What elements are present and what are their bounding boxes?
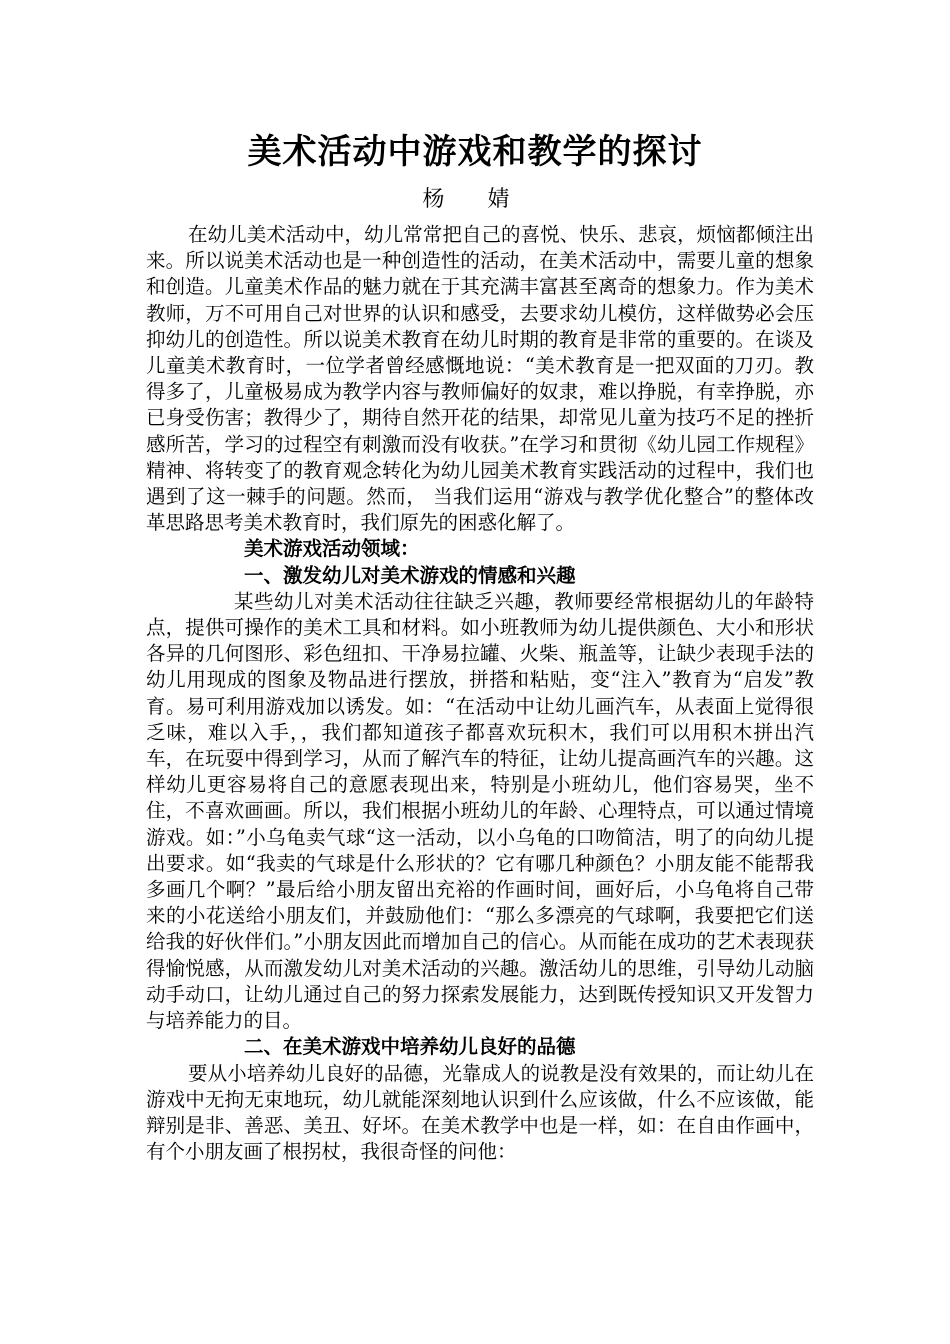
author-name: 杨 婧	[422, 187, 528, 212]
section-heading-2: 二、在美术游戏中培养幼儿良好的品德	[244, 1035, 576, 1059]
document-body	[146, 222, 814, 1165]
page-title: 美术活动中游戏和教学的探讨	[247, 132, 703, 172]
section-1-paragraph: 某些幼儿对美术活动往往缺乏兴趣，教师要经常根据幼儿的年龄特点，提供可操作的美术工具和材料。如小班教师为幼儿提供颜色、大小和形状各异的几何图形、彩色纽扣、干净易拉罐、火柴、瓶盖等，让缺少表现手法的幼儿用现成的图象及物品进行摆放，拼搭和粘贴，变“注入”教育为“启发”教育。易可利用游戏加以诱发。如：“在活动中让幼儿画汽车，从表面上觉得很乏味，难以入手，，我们都知道孩子都喜欢玩积木，我们可以用积木拼出汽车，在玩耍中得到学习，从而了解汽车的特征，让幼儿提高画汽车的兴趣。这样幼儿更容易将自己的意愿表现出来，特别是小班幼儿，他们容易哭，坐不住，不喜欢画画。所以，我们根据小班幼儿的年龄、心理特点，可以通过情境游戏。如：”小乌龟卖气球“这一活动，以小乌龟的口吻简洁，明了的向幼儿提出要求。如“我卖的气球是什么形状的？它有哪几种颜色？小朋友能不能帮我多画几个啊？”最后给小朋友留出充裕的作画时间，画好后，小乌龟将自己带来的小花送给小朋友们，并鼓励他们：“那么多漂亮的气球啊，我要把它们送给我的好伙伴们。”小朋友因此而增加自己的信心。从而能在成功的艺术表现获得愉悦感，从而激发幼儿对美术活动的兴趣。激活幼儿的思维，引导幼儿动脑动手动口，让幼儿通过自己的努力探索发展能力，达到既传授知识又开发智力与培养能力的目。	[146, 589, 814, 1033]
section-label: 美术游戏活动领域：	[244, 537, 420, 561]
intro-paragraph: 在幼儿美术活动中，幼儿常常把自己的喜悦、快乐、悲哀，烦恼都倾注出来。所以说美术活动也是一种创造性的活动，在美术活动中，需要儿童的想象和创造。儿童美术作品的魅力就在于其充满丰富甚至离奇的想象力。作为美术教师，万不可用自己对世界的认识和感受，去要求幼儿模仿，这样做势必会压抑幼儿的创造性。所以说美术教育在幼儿时期的教育是非常的重要的。在谈及儿童美术教育时，一位学者曾经感慨地说：“美术教育是一把双面的刀刃。教得多了，儿童极易成为教学内容与教师偏好的奴隶，难以挣脱，有幸挣脱，亦已身受伤害；教得少了，期待自然开花的结果，却常见儿童为技巧不足的挫折感所苦，学习的过程空有刺激而没有收获。”在学习和贯彻《幼儿园工作规程》 精神、将转变了的教育观念转化为幼儿园美术教育实践活动的过程中，我们也遇到了这一棘手的问题。然而， 当我们运用“游戏与教学优化整合”的整体改革思路思考美术教育时，我们原先的困惑化解了。	[146, 223, 814, 535]
section-heading-1: 一、激发幼儿对美术游戏的情感和兴趣	[244, 563, 576, 587]
section-2-paragraph: 要从小培养幼儿良好的品德，光靠成人的说教是没有效果的，而让幼儿在游戏中无拘无束地玩，幼儿就能深刻地认识到什么应该做，什么不应该做，能辩别是非、善恶、美丑、好坏。在美术教学中也是一样，如：在自由作画中，有个小朋友画了根拐杖，我很奇怪的问他：	[146, 1061, 814, 1164]
